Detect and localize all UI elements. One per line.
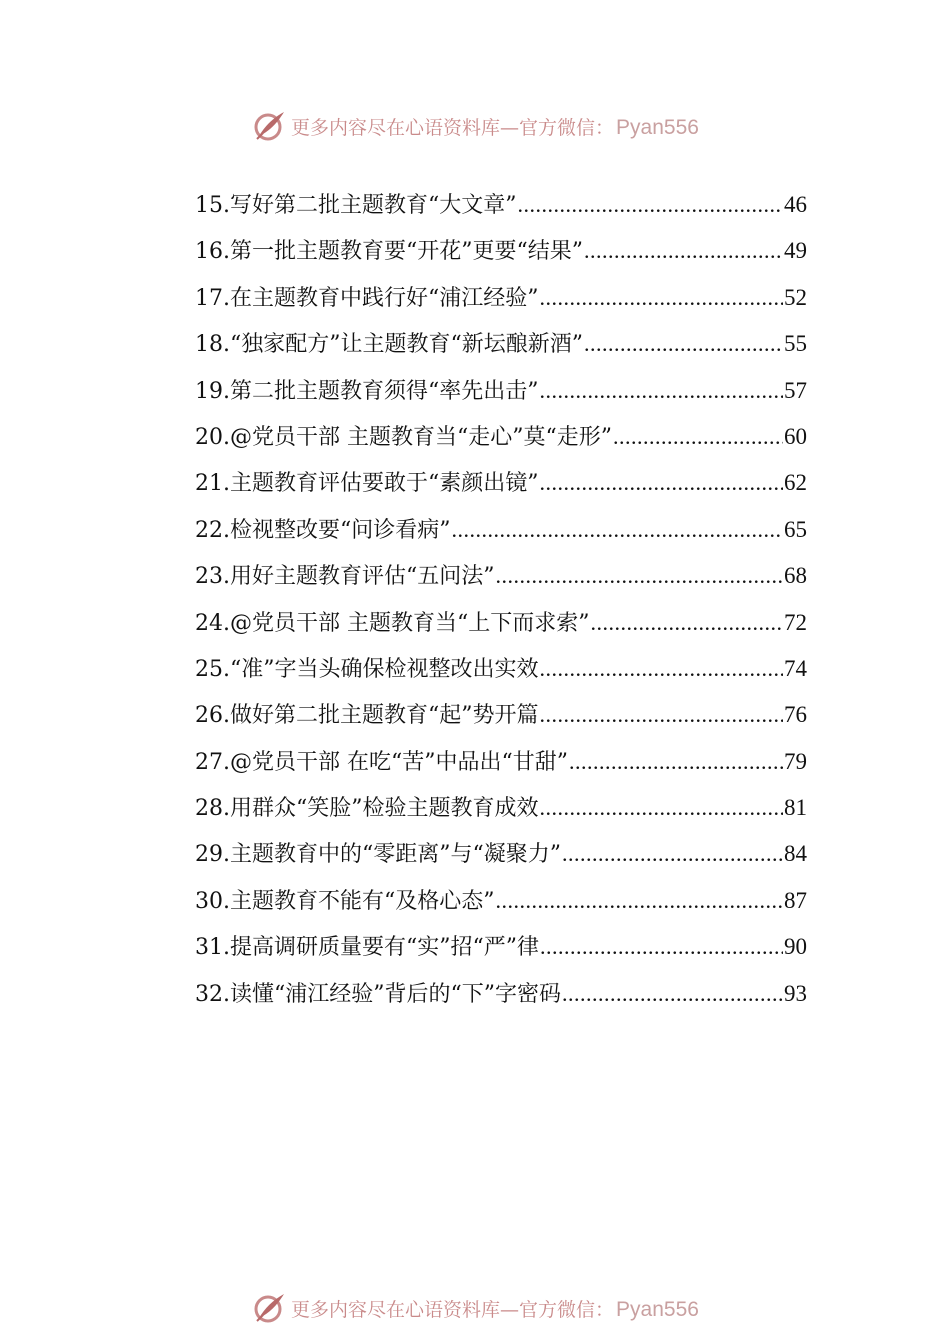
quill-logo-icon (251, 108, 287, 144)
toc-entry-title: 31.提高调研质量要有“实”招“严”律 (195, 935, 539, 961)
watermark-text: 更多内容尽在心语资料库—官方微信：Pyan556 (291, 1297, 699, 1321)
toc-entry-title: 23.用好主题教育评估“五问法” (195, 564, 495, 590)
watermark-header (0, 106, 950, 146)
toc-entry-page-number: 72 (784, 609, 807, 635)
table-of-contents (195, 182, 807, 1017)
toc-leader-dots (590, 600, 783, 646)
toc-entry-page-number: 60 (784, 423, 807, 449)
toc-leader-dots (584, 321, 783, 367)
toc-leader-dots (562, 971, 783, 1017)
toc-entry-page-number: 76 (784, 702, 807, 728)
toc-entry-page-number: 87 (784, 887, 807, 913)
toc-entry-title: 16.第一批主题教育要“开花”更要“结果” (195, 239, 583, 265)
toc-entry-title: 21.主题教育评估要敢于“素颜出镜” (195, 471, 539, 497)
toc-leader-dots (539, 692, 783, 738)
toc-leader-dots (451, 507, 783, 553)
toc-entry[interactable] (195, 321, 807, 367)
toc-entry[interactable] (195, 553, 807, 599)
toc-entry[interactable] (195, 831, 807, 877)
toc-entry-title: 29.主题教育中的“零距离”与“凝聚力” (195, 842, 561, 868)
toc-entry-page-number: 79 (784, 748, 807, 774)
toc-entry-title: 27.@党员干部 在吃“苦”中品出“甘甜” (195, 749, 568, 775)
toc-entry[interactable] (195, 878, 807, 924)
toc-entry[interactable] (195, 414, 807, 460)
toc-entry-page-number: 93 (784, 980, 807, 1006)
toc-entry-title: 28.用群众“笑脸”检验主题教育成效 (195, 796, 539, 822)
toc-entry-page-number: 49 (784, 238, 807, 264)
toc-entry-title: 18.“独家配方”让主题教育“新坛酿新酒” (195, 332, 583, 358)
toc-entry-page-number: 90 (784, 934, 807, 960)
toc-leader-dots (495, 553, 783, 599)
toc-entry-page-number: 81 (784, 795, 807, 821)
toc-leader-dots (540, 924, 783, 970)
quill-logo-icon (251, 1290, 287, 1326)
toc-entry-title: 30.主题教育不能有“及格心态” (195, 888, 495, 914)
toc-leader-dots (584, 228, 783, 274)
toc-entry-title: 20.@党员干部 主题教育当“走心”莫“走形” (195, 424, 612, 450)
toc-entry[interactable] (195, 600, 807, 646)
toc-entry-page-number: 52 (784, 284, 807, 310)
toc-entry-title: 19.第二批主题教育须得“率先出击” (195, 378, 539, 404)
toc-entry[interactable] (195, 507, 807, 553)
toc-leader-dots (539, 368, 783, 414)
watermark-text: 更多内容尽在心语资料库—官方微信：Pyan556 (291, 115, 699, 139)
watermark-id: Pyan556 (616, 1297, 699, 1321)
toc-entry-page-number: 74 (784, 655, 807, 681)
toc-entry[interactable] (195, 924, 807, 970)
toc-entry-page-number: 68 (784, 563, 807, 589)
toc-entry-page-number: 55 (784, 331, 807, 357)
toc-entry-page-number: 84 (784, 841, 807, 867)
toc-entry[interactable] (195, 182, 807, 228)
toc-entry[interactable] (195, 228, 807, 274)
toc-leader-dots (539, 275, 783, 321)
toc-entry-page-number: 65 (784, 516, 807, 542)
toc-entry[interactable] (195, 460, 807, 506)
watermark-id: Pyan556 (616, 115, 699, 139)
toc-entry-page-number: 57 (784, 377, 807, 403)
toc-entry-title: 22.检视整改要“问诊看病” (195, 517, 451, 543)
toc-leader-dots (562, 831, 783, 877)
toc-entry[interactable] (195, 646, 807, 692)
toc-leader-dots (613, 414, 783, 460)
toc-leader-dots (539, 785, 783, 831)
toc-entry[interactable] (195, 692, 807, 738)
toc-entry-page-number: 46 (784, 192, 807, 217)
toc-entry-title: 25.“准”字当头确保检视整改出实效 (195, 656, 539, 682)
toc-entry[interactable] (195, 785, 807, 831)
toc-leader-dots (569, 739, 783, 785)
watermark-footer (0, 1288, 950, 1328)
toc-entry[interactable] (195, 368, 807, 414)
toc-entry[interactable] (195, 971, 807, 1017)
toc-leader-dots (539, 646, 783, 692)
toc-entry[interactable] (195, 275, 807, 321)
toc-entry-title: 26.做好第二批主题教育“起”势开篇 (195, 703, 539, 729)
toc-entry-title: 32.读懂“浦江经验”背后的“下”字密码 (195, 981, 561, 1007)
toc-leader-dots (517, 182, 783, 228)
toc-leader-dots (539, 460, 783, 506)
toc-entry[interactable] (195, 739, 807, 785)
toc-entry-title: 17.在主题教育中践行好“浦江经验” (195, 285, 539, 311)
toc-leader-dots (495, 878, 783, 924)
toc-entry-title: 24.@党员干部 主题教育当“上下而求索” (195, 610, 590, 636)
toc-entry-page-number: 62 (784, 470, 807, 496)
toc-entry-title: 15.写好第二批主题教育“大文章” (195, 193, 517, 218)
